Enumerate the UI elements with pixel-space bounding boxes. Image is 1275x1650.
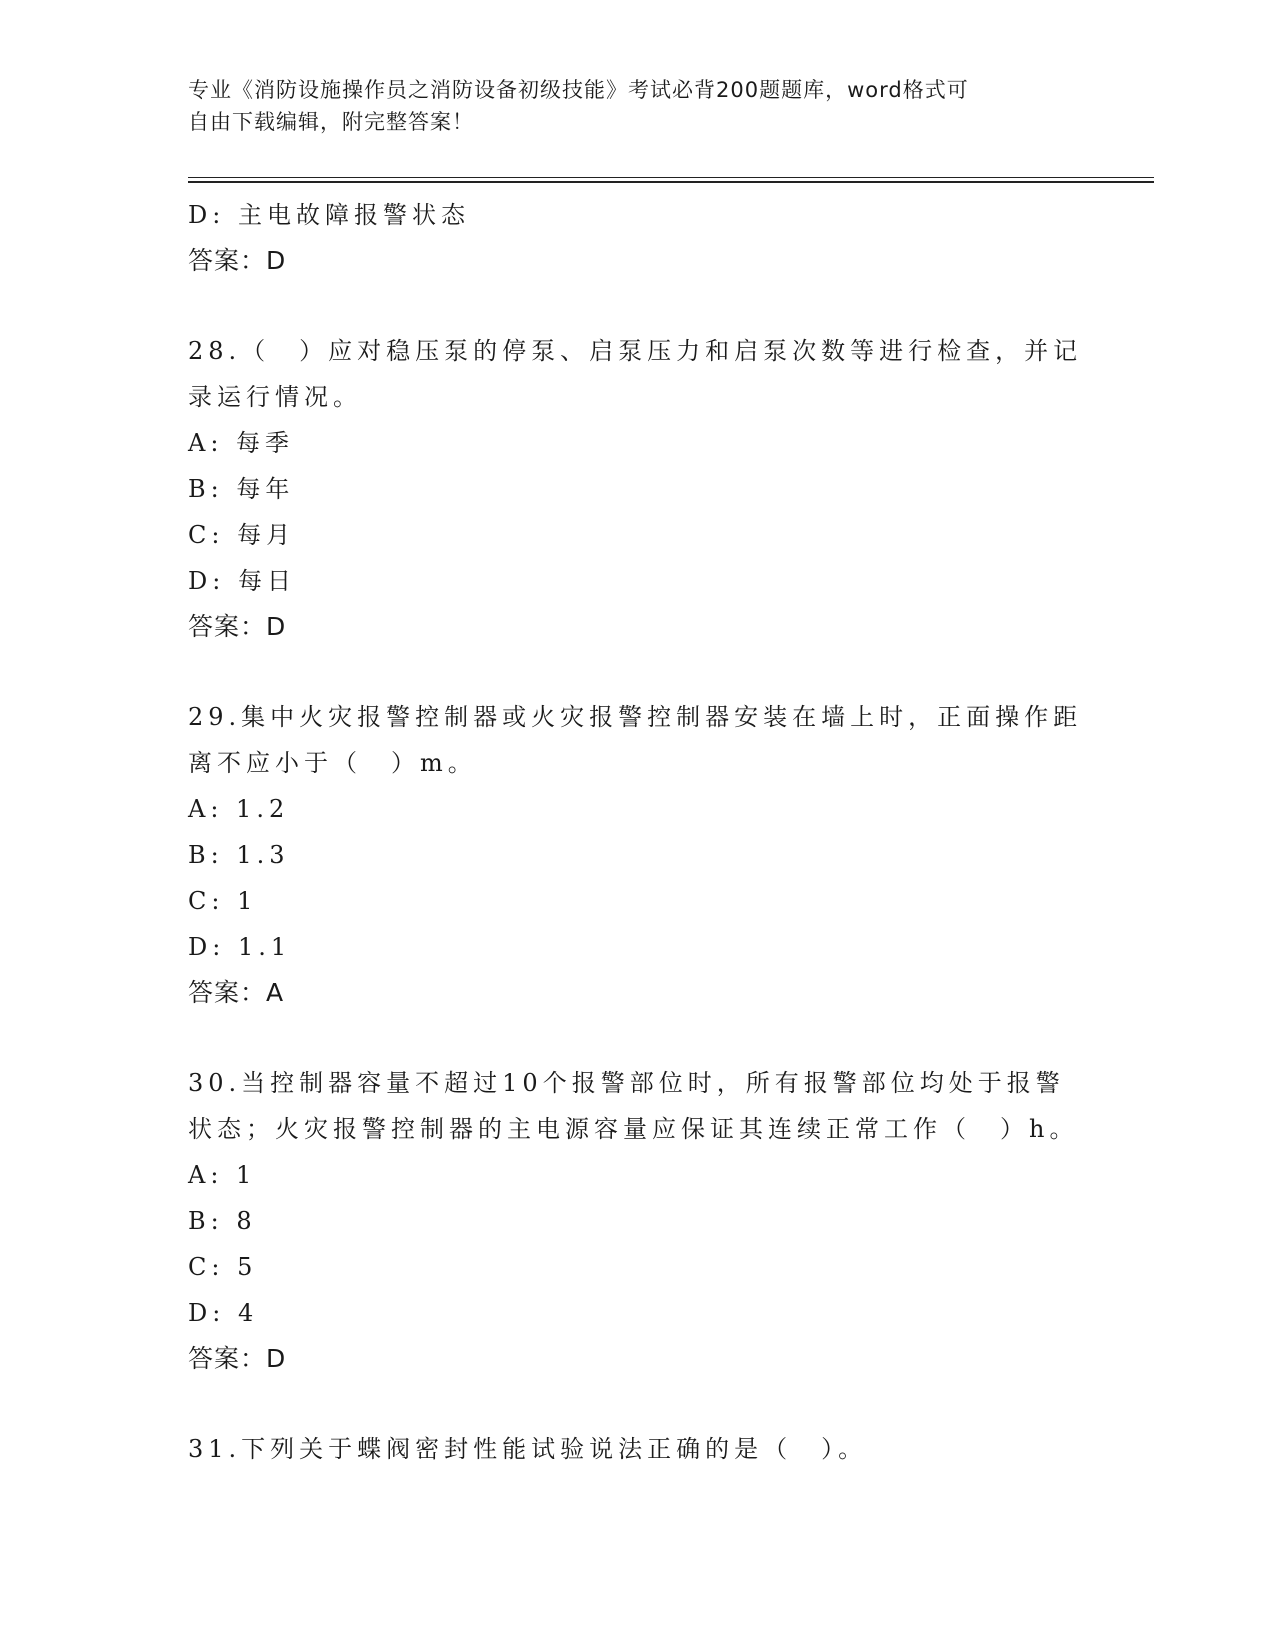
question-stem-line-2: 录运行情况。 xyxy=(188,383,362,411)
header-line-2: 自由下载编辑，附完整答案！ xyxy=(188,110,474,134)
option-b: B: 8 xyxy=(188,1207,257,1235)
question-stem-line-2: 状态；火灾报警控制器的主电源容量应保证其连续正常工作（ ）h。 xyxy=(188,1115,1079,1143)
question-27-tail xyxy=(188,192,1088,284)
option-d: D: 1.1 xyxy=(188,933,292,961)
header-divider-thick xyxy=(188,181,1154,183)
option-a: A: 1 xyxy=(188,1161,257,1189)
question-31 xyxy=(188,1426,1088,1472)
option-a: A: 1.2 xyxy=(188,795,290,823)
question-30 xyxy=(188,1060,1088,1382)
option-b: B: 1.3 xyxy=(188,841,290,869)
option-a: A: 每季 xyxy=(188,429,295,457)
option-d: D: 4 xyxy=(188,1299,259,1327)
answer: 答案：A xyxy=(188,978,285,1007)
answer: 答案：D xyxy=(188,246,287,275)
question-list xyxy=(188,192,1088,1472)
question-stem-line-1: 30.当控制器容量不超过10个报警部位时，所有报警部位均处于报警 xyxy=(188,1069,1065,1097)
option-d: D: 主电故障报警状态 xyxy=(188,201,470,229)
question-stem-line-1: 28.（ ）应对稳压泵的停泵、启泵压力和启泵次数等进行检查，并记 xyxy=(188,337,1083,365)
option-b: B: 每年 xyxy=(188,475,295,503)
question-stem-line-2: 离不应小于（ ）m。 xyxy=(188,749,477,777)
option-c: C: 每月 xyxy=(188,521,296,549)
option-c: C: 1 xyxy=(188,887,258,915)
question-stem-line-1: 31.下列关于蝶阀密封性能试验说法正确的是（ ）。 xyxy=(188,1435,868,1463)
question-28 xyxy=(188,328,1088,650)
option-c: C: 5 xyxy=(188,1253,258,1281)
option-d: D: 每日 xyxy=(188,567,296,595)
header-divider-thin xyxy=(188,177,1154,178)
question-stem-line-1: 29.集中火灾报警控制器或火灾报警控制器安装在墙上时，正面操作距 xyxy=(188,703,1083,731)
answer: 答案：D xyxy=(188,612,287,641)
question-29 xyxy=(188,694,1088,1016)
page-header xyxy=(188,74,1068,138)
header-line-1: 专业《消防设施操作员之消防设备初级技能》考试必背200题题库，word格式可 xyxy=(188,78,969,102)
answer: 答案：D xyxy=(188,1344,287,1373)
